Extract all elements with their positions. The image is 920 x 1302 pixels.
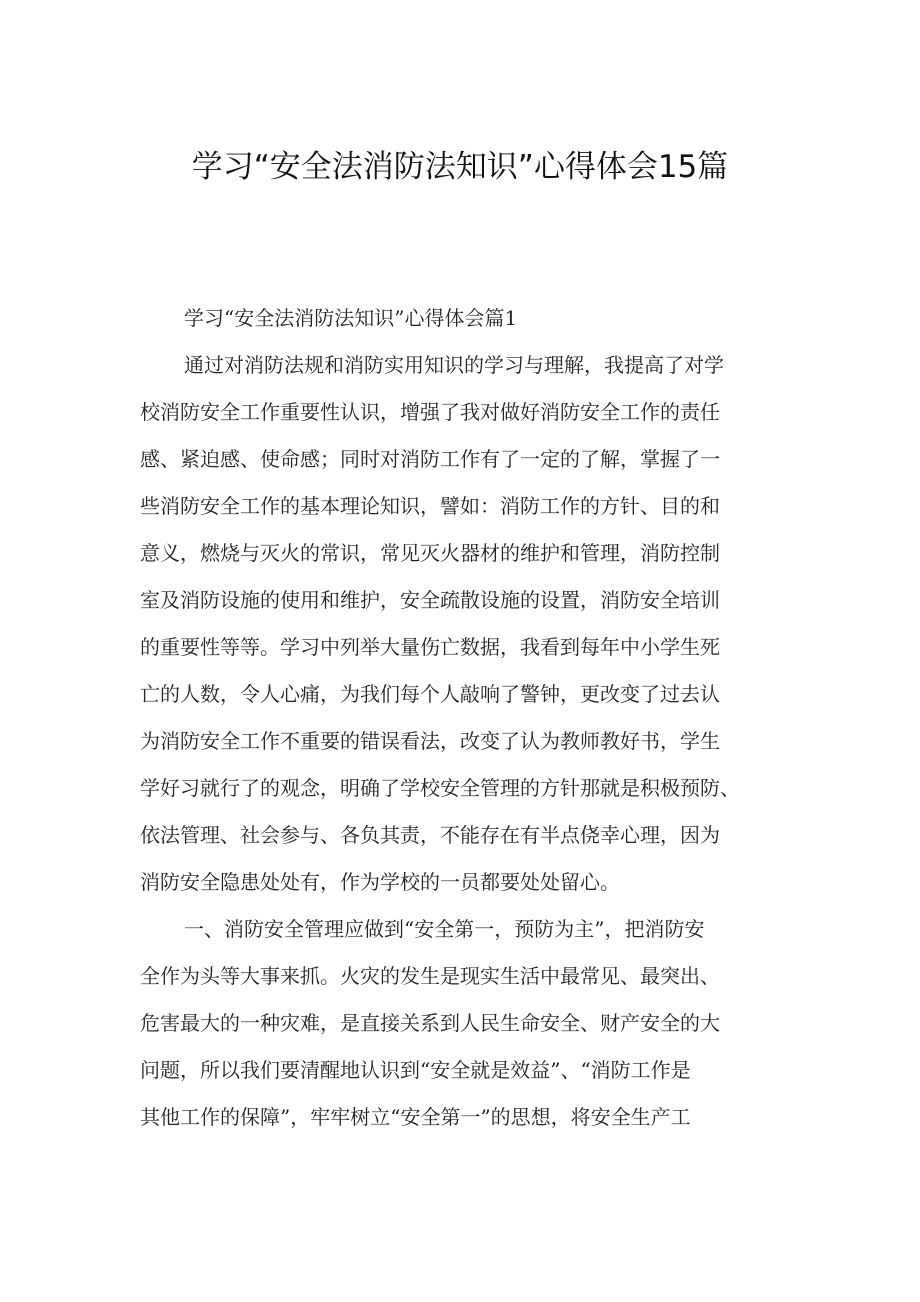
paragraph-line: 些消防安全工作的基本理论知识，譬如：消防工作的方针、目的和 [140, 494, 720, 518]
paragraph-line: 危害最大的一种灾难，是直接关系到人民生命安全、财产安全的大 [140, 1011, 720, 1035]
paragraph-line: 全作为头等大事来抓。火灾的发生是现实生活中最常见、最突出、 [140, 964, 720, 988]
paragraph-line: 学好习就行了的观念，明确了学校安全管理的方针那就是积极预防、 [140, 776, 740, 800]
paragraph-line: 通过对消防法规和消防实用知识的学习与理解，我提高了对学 [184, 353, 724, 377]
paragraph-line: 消防安全隐患处处有，作为学校的一员都要处处留心。 [140, 870, 620, 894]
paragraph-line: 一、消防安全管理应做到“安全第一，预防为主”，把消防安 [184, 917, 705, 941]
paragraph-line: 依法管理、社会参与、各负其责，不能存在有半点侥幸心理，因为 [140, 823, 720, 847]
paragraph-line: 感、紧迫感、使命感；同时对消防工作有了一定的了解，掌握了一 [140, 447, 720, 471]
paragraph-line: 亡的人数，令人心痛，为我们每个人敲响了警钟，更改变了过去认 [140, 682, 720, 706]
paragraph-line: 问题，所以我们要清醒地认识到“安全就是效益”、“消防工作是 [140, 1058, 691, 1082]
paragraph-line: 意义，燃烧与灭火的常识，常见灭火器材的维护和管理，消防控制 [140, 541, 720, 565]
paragraph-line: 的重要性等等。学习中列举大量伤亡数据，我看到每年中小学生死 [140, 635, 720, 659]
document-title: 学习“安全法消防法知识”心得体会15篇 [191, 149, 729, 185]
paragraph-line: 室及消防设施的使用和维护，安全疏散设施的设置，消防安全培训 [140, 588, 720, 612]
paragraph-line: 为消防安全工作不重要的错误看法，改变了认为教师教好书，学生 [140, 729, 720, 753]
paragraph-line: 校消防安全工作重要性认识，增强了我对做好消防安全工作的责任 [140, 400, 720, 424]
section-heading: 学习“安全法消防法知识”心得体会篇1 [184, 306, 518, 330]
paragraph-line: 其他工作的保障”，牢牢树立“安全第一”的思想，将安全生产工 [140, 1105, 691, 1129]
